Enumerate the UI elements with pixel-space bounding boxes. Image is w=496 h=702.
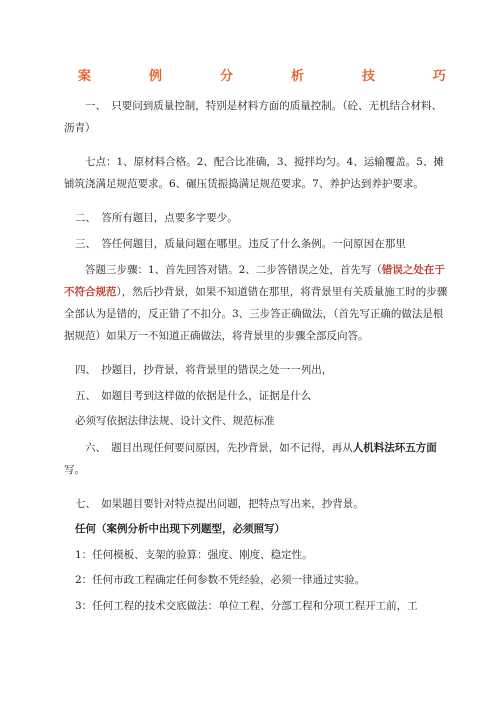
paragraph-3: 二、 答所有题目，点要多字要少。 <box>75 212 238 224</box>
page-title <box>78 65 446 84</box>
p5-highlight: 错误之处在于不符合规范 <box>64 264 445 298</box>
paragraph-9 <box>64 437 450 481</box>
p9-text-c: 写。 <box>64 464 85 476</box>
paragraph-2: 七点：1、原材料合格。2、配合比准确，3、搅拌均匀。4、运输覆盖。5、摊铺筑浇满足规范要求。6、碾压赁振捣满足规范要求。7、养护达到养护要求。 <box>64 156 444 190</box>
paragraph-4: 三、 答任何题目，质量问题在哪里。违反了什么条例。一问原因在那里 <box>75 238 406 250</box>
p5-text-a: 答题三步骤：1、首先回答对错。2、二步答错误之处，首先写（ <box>85 264 382 276</box>
paragraph-6: 四、 抄题目，抄背景，将背景里的错误之处一一列出， <box>75 364 333 376</box>
title-char: 析 <box>290 69 304 84</box>
section-heading: 任何（案例分析中出现下列题型，必须照写） <box>75 523 285 535</box>
paragraph-8: 必须写依据法律法规、设计文件、规范标准 <box>75 415 275 427</box>
p5-text-c: ），然后抄背景，如果不知道错在那里，将背景里有关质量施工时的步骤全部认为是错的，反正错了不扣分。3、三步答正确做法，（首先写正确的做法是根据规范）如果万一不知道正确做法，将背景里的步骤全部反向答。 <box>64 286 448 342</box>
paragraph-1: 一、 只要问到质量控制，特别是材料方面的质量控制。（砼、无机结合材料、沥青） <box>64 100 442 134</box>
p9-text-a: 六、 题目出现任何要问原因，先抄背景，如不记得，再从 <box>85 442 353 454</box>
title-char: 例 <box>148 69 162 84</box>
title-char: 巧 <box>432 69 446 84</box>
title-char: 技 <box>361 69 375 84</box>
paragraph-7: 五、 如题目考到这样做的依据是什么，证据是什么 <box>75 390 312 402</box>
paragraph-14: 3：任何工程的技术交底做法：单位工程、分部工程和分项工程开工前，工 <box>75 600 418 612</box>
paragraph-10: 七、 如果题目要针对特点提出问题，把特点写出来，抄背景。 <box>75 498 364 510</box>
title-char: 案 <box>78 69 92 84</box>
title-char: 分 <box>219 69 233 84</box>
paragraph-12: 1：任何模板、支架的验算：强度、刚度、稳定性。 <box>75 549 313 561</box>
paragraph-13: 2：任何市政工程确定任何参数不凭经验，必须一律通过实验。 <box>75 574 366 586</box>
p9-highlight: 人机料法环五方面 <box>352 442 437 454</box>
paragraph-5 <box>64 259 450 347</box>
